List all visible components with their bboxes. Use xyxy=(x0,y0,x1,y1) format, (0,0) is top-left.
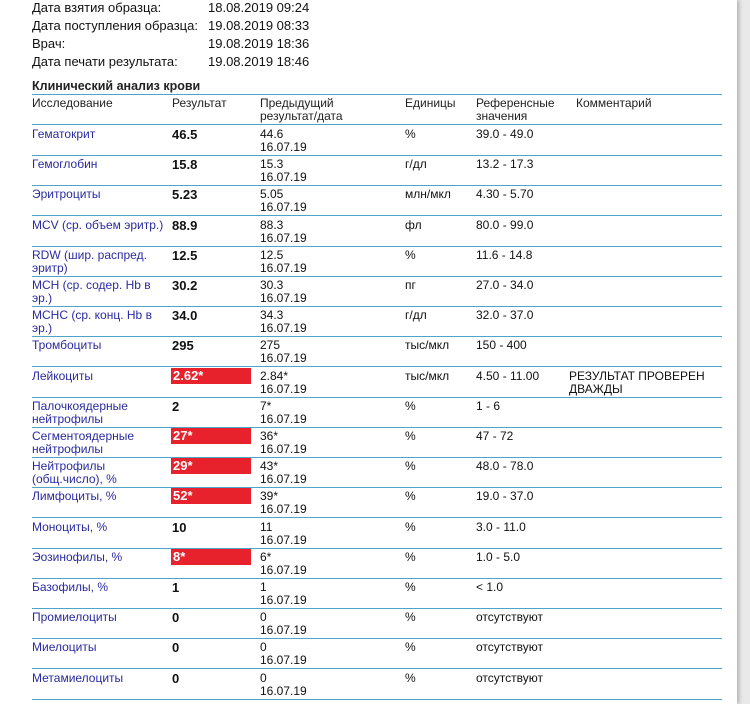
test-name: Лейкоциты xyxy=(32,369,94,383)
previous-value: 30.3 xyxy=(260,278,284,292)
test-name: Метамиелоциты xyxy=(32,671,124,685)
result-value-abnormal: 29* xyxy=(171,458,251,474)
previous-date: 16.07.19 xyxy=(260,442,307,456)
units: тыс/мкл xyxy=(405,338,450,352)
previous-date: 16.07.19 xyxy=(260,351,307,365)
previous-result xyxy=(260,370,307,396)
previous-result xyxy=(260,219,307,245)
test-name: Эозинофилы, % xyxy=(32,550,123,564)
reference-range: 4.30 - 5.70 xyxy=(476,187,534,201)
previous-value: 1 xyxy=(260,580,267,594)
reference-range: 11.6 - 14.8 xyxy=(476,248,533,262)
row-divider xyxy=(32,578,722,579)
reference-range: 3.0 - 11.0 xyxy=(476,520,526,534)
meta-label: Дата печати результата: xyxy=(32,54,178,69)
header-study: Исследование xyxy=(32,96,113,110)
previous-result xyxy=(260,339,307,365)
meta-value: 19.08.2019 18:36 xyxy=(208,36,310,51)
comment: РЕЗУЛЬТАТ ПРОВЕРЕН ДВАЖДЫ xyxy=(569,369,705,396)
units: % xyxy=(405,127,416,141)
result-value: 0 xyxy=(172,640,180,655)
row-divider xyxy=(32,699,722,700)
header-units: Единицы xyxy=(405,96,456,110)
previous-date: 16.07.19 xyxy=(260,261,307,275)
units: % xyxy=(405,429,416,443)
result-value: 15.8 xyxy=(172,157,198,172)
result-value: 46.5 xyxy=(172,127,198,142)
test-name: Тромбоциты xyxy=(32,338,102,352)
row-divider xyxy=(32,336,722,337)
result-value: 0 xyxy=(172,671,180,686)
previous-result xyxy=(260,279,307,305)
meta-value: 19.08.2019 18:46 xyxy=(208,54,310,69)
test-name: Гемоглобин xyxy=(32,157,98,171)
previous-value: 0 xyxy=(260,610,267,624)
units: % xyxy=(405,640,416,654)
units: фл xyxy=(405,218,422,232)
result-value-abnormal: 27* xyxy=(171,428,251,444)
previous-value: 11 xyxy=(260,520,273,534)
previous-result xyxy=(260,158,307,184)
result-value: 10 xyxy=(172,520,187,535)
result-value-abnormal: 2.62* xyxy=(171,368,251,384)
units: % xyxy=(405,671,416,685)
meta-label: Врач: xyxy=(32,36,66,51)
previous-date: 16.07.19 xyxy=(260,502,307,516)
previous-date: 16.07.19 xyxy=(260,563,307,577)
meta-label: Дата взятия образца: xyxy=(32,0,162,15)
row-divider xyxy=(32,487,722,488)
header-previous: Предыдущий результат/дата xyxy=(260,96,343,123)
meta-value: 19.08.2019 08:33 xyxy=(208,18,310,33)
reference-range: 48.0 - 78.0 xyxy=(476,459,534,473)
row-divider xyxy=(32,517,722,518)
previous-value: 275 xyxy=(260,338,281,352)
row-divider xyxy=(32,608,722,609)
reference-range: 27.0 - 34.0 xyxy=(476,278,534,292)
previous-result xyxy=(260,249,307,275)
previous-value: 15.3 xyxy=(260,157,284,171)
row-divider xyxy=(32,276,722,277)
reference-range: отсутствуют xyxy=(476,640,543,654)
previous-value: 12.5 xyxy=(260,248,284,262)
previous-date: 16.07.19 xyxy=(260,140,307,154)
previous-value: 34.3 xyxy=(260,308,284,322)
previous-value: 2.84* xyxy=(260,369,289,383)
units: г/дл xyxy=(405,308,427,322)
previous-result xyxy=(260,641,307,667)
previous-value: 44.6 xyxy=(260,127,284,141)
result-value: 30.2 xyxy=(172,278,198,293)
row-divider xyxy=(32,427,722,428)
previous-result xyxy=(260,490,307,516)
header-comment: Комментарий xyxy=(576,96,652,110)
previous-date: 16.07.19 xyxy=(260,412,307,426)
previous-value: 36* xyxy=(260,429,279,443)
row-divider xyxy=(32,457,722,458)
units: % xyxy=(405,610,416,624)
units: % xyxy=(405,580,416,594)
test-name: Сегментоядерные нейтрофилы xyxy=(32,429,135,456)
reference-range: отсутствуют xyxy=(476,671,543,685)
previous-value: 43* xyxy=(260,459,279,473)
test-name: MCV (ср. объем эритр.) xyxy=(32,218,164,232)
meta-value: 18.08.2019 09:24 xyxy=(208,0,310,15)
row-divider xyxy=(32,668,722,669)
previous-result xyxy=(260,188,307,214)
previous-result xyxy=(260,128,307,154)
result-value: 5.23 xyxy=(172,187,198,202)
result-value: 1 xyxy=(172,580,180,595)
previous-result xyxy=(260,672,307,698)
table-top-rule xyxy=(32,94,722,95)
result-value: 295 xyxy=(172,338,194,353)
meta-label: Дата поступления образца: xyxy=(32,18,198,33)
previous-date: 16.07.19 xyxy=(260,593,307,607)
result-value: 12.5 xyxy=(172,248,198,263)
test-name: Базофилы, % xyxy=(32,580,108,594)
reference-range: 47 - 72 xyxy=(476,429,514,443)
result-value-abnormal: 8* xyxy=(171,549,251,565)
section-title: Клинический анализ крови xyxy=(32,79,201,93)
previous-value: 39* xyxy=(260,489,279,503)
previous-date: 16.07.19 xyxy=(260,533,307,547)
reference-range: 1 - 6 xyxy=(476,399,501,413)
test-name: Лимфоциты, % xyxy=(32,489,117,503)
reference-range: < 1.0 xyxy=(476,580,504,594)
units: пг xyxy=(405,278,416,292)
units: тыс/мкл xyxy=(405,369,450,383)
result-value-abnormal: 52* xyxy=(171,488,251,504)
previous-date: 16.07.19 xyxy=(260,170,307,184)
reference-range: 32.0 - 37.0 xyxy=(476,308,534,322)
table-header-rule xyxy=(32,124,722,125)
row-divider xyxy=(32,366,722,367)
test-name: Промиелоциты xyxy=(32,610,117,624)
test-name: RDW (шир. распред. эритр) xyxy=(32,248,147,275)
units: млн/мкл xyxy=(405,187,451,201)
units: г/дл xyxy=(405,157,427,171)
previous-date: 16.07.19 xyxy=(260,472,307,486)
previous-result xyxy=(260,551,307,577)
units: % xyxy=(405,489,416,503)
previous-date: 16.07.19 xyxy=(260,382,307,396)
previous-date: 16.07.19 xyxy=(260,684,307,698)
units: % xyxy=(405,459,416,473)
row-divider xyxy=(32,185,722,186)
previous-date: 16.07.19 xyxy=(260,291,307,305)
previous-result xyxy=(260,309,307,335)
reference-range: 1.0 - 5.0 xyxy=(476,550,521,564)
previous-result xyxy=(260,400,307,426)
previous-result xyxy=(260,611,307,637)
test-name: Нейтрофилы (общ.число), % xyxy=(32,459,117,486)
reference-range: 80.0 - 99.0 xyxy=(476,218,534,232)
reference-range: отсутствуют xyxy=(476,610,543,624)
row-divider xyxy=(32,155,722,156)
test-name: Миелоциты xyxy=(32,640,97,654)
header-result: Результат xyxy=(172,96,227,110)
previous-value: 0 xyxy=(260,671,267,685)
units: % xyxy=(405,248,416,262)
previous-date: 16.07.19 xyxy=(260,623,307,637)
row-divider xyxy=(32,397,722,398)
test-name: Палочкоядерные нейтрофилы xyxy=(32,399,128,426)
previous-date: 16.07.19 xyxy=(260,231,307,245)
previous-result xyxy=(260,581,307,607)
previous-value: 0 xyxy=(260,640,267,654)
row-divider xyxy=(32,306,722,307)
previous-date: 16.07.19 xyxy=(260,321,307,335)
units: % xyxy=(405,550,416,564)
previous-value: 6* xyxy=(260,550,272,564)
previous-value: 88.3 xyxy=(260,218,284,232)
units: % xyxy=(405,399,416,413)
test-name: Моноциты, % xyxy=(32,520,108,534)
result-value: 0 xyxy=(172,610,180,625)
result-value: 2 xyxy=(172,399,180,414)
previous-date: 16.07.19 xyxy=(260,200,307,214)
result-value: 88.9 xyxy=(172,218,198,233)
previous-date: 16.07.19 xyxy=(260,653,307,667)
row-divider xyxy=(32,548,722,549)
units: % xyxy=(405,520,416,534)
previous-result xyxy=(260,521,307,547)
test-name: Эритроциты xyxy=(32,187,101,201)
test-name: MCH (ср. содер. Hb в эр.) xyxy=(32,278,151,305)
previous-result xyxy=(260,460,307,486)
reference-range: 19.0 - 37.0 xyxy=(476,489,534,503)
previous-value: 7* xyxy=(260,399,272,413)
previous-result xyxy=(260,430,307,456)
reference-range: 13.2 - 17.3 xyxy=(476,157,534,171)
row-divider xyxy=(32,638,722,639)
row-divider xyxy=(32,246,722,247)
previous-value: 5.05 xyxy=(260,187,284,201)
result-value: 34.0 xyxy=(172,308,198,323)
reference-range: 4.50 - 11.00 xyxy=(476,369,540,383)
header-reference: Референсные значения xyxy=(476,96,555,123)
test-name: MCHC (ср. конц. Hb в эр.) xyxy=(32,308,152,335)
reference-range: 150 - 400 xyxy=(476,338,527,352)
reference-range: 39.0 - 49.0 xyxy=(476,127,534,141)
test-name: Гематокрит xyxy=(32,127,96,141)
row-divider xyxy=(32,215,722,216)
